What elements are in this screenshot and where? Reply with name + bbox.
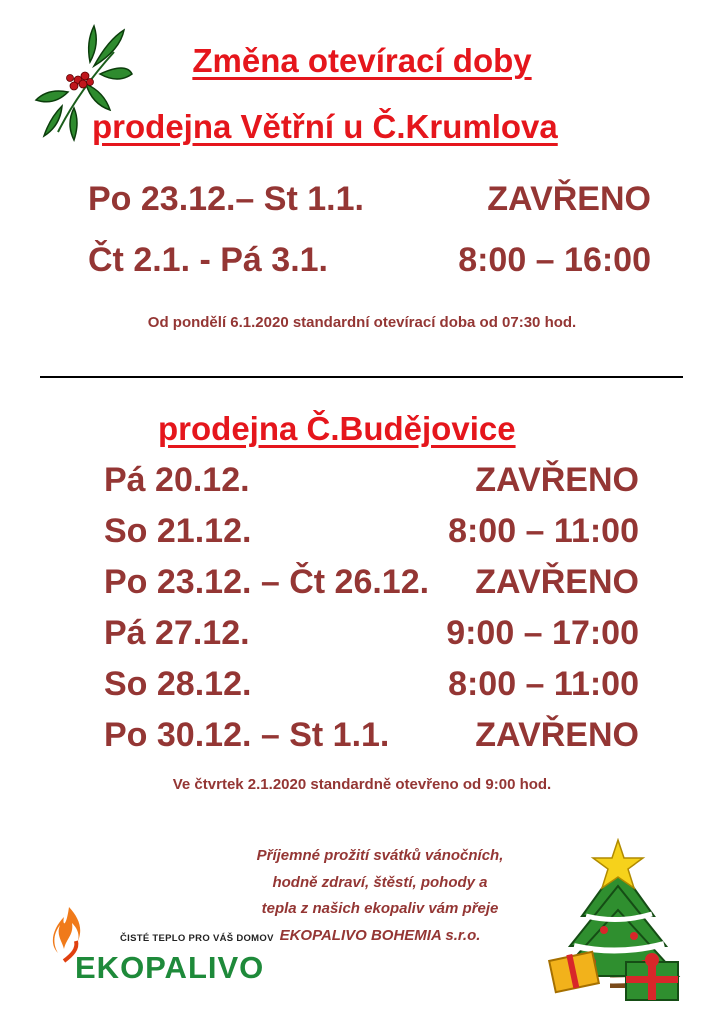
logo-tagline: ČISTÉ TEPLO PRO VÁŠ DOMOV bbox=[120, 933, 274, 944]
store2-row-days: So 21.12. bbox=[104, 512, 252, 550]
logo-wordmark: EKOPALIVO bbox=[75, 950, 265, 985]
store2-row-hours: 8:00 – 11:00 bbox=[448, 512, 639, 550]
greeting-line: EKOPALIVO BOHEMIA s.r.o. bbox=[279, 926, 481, 944]
store2-row-days: Pá 20.12. bbox=[104, 461, 250, 499]
greeting-line: tepla z našich ekopaliv vám přeje bbox=[261, 900, 499, 917]
divider bbox=[40, 376, 683, 378]
store1-heading: prodejna Větřní u Č.Krumlova bbox=[92, 108, 558, 145]
store1-row-hours: 8:00 – 16:00 bbox=[458, 241, 651, 279]
store1-row-hours: ZAVŘENO bbox=[487, 180, 651, 218]
christmas-tree-icon bbox=[548, 838, 688, 1003]
greeting-line: Příjemné prožití svátků vánočních, bbox=[256, 847, 504, 864]
store1-row-days: Po 23.12.– St 1.1. bbox=[88, 180, 364, 218]
store2-row-hours: ZAVŘENO bbox=[475, 461, 639, 499]
page-title: Změna otevírací doby bbox=[192, 42, 532, 79]
store2-row-days: Po 30.12. – St 1.1. bbox=[104, 716, 390, 754]
greeting-line: hodně zdraví, štěstí, pohody a bbox=[272, 873, 488, 891]
store2-heading: prodejna Č.Budějovice bbox=[158, 410, 516, 447]
store2-row-hours: 9:00 – 17:00 bbox=[446, 614, 639, 652]
store1-row-days: Čt 2.1. - Pá 3.1. bbox=[88, 241, 328, 279]
store2-row-days: So 28.12. bbox=[104, 665, 252, 703]
store2-row-days: Pá 27.12. bbox=[104, 614, 250, 652]
store2-row-hours: 8:00 – 11:00 bbox=[448, 665, 639, 703]
store2-note: Ve čtvrtek 2.1.2020 standardně otevřeno od 9:00 hod. bbox=[172, 776, 552, 793]
store1-note: Od pondělí 6.1.2020 standardní otevírací doba od 07:30 hod. bbox=[147, 314, 577, 331]
store2-row-hours: ZAVŘENO bbox=[475, 716, 639, 754]
store2-row-days: Po 23.12. – Čt 26.12. bbox=[104, 563, 430, 601]
store2-row-hours: ZAVŘENO bbox=[475, 563, 639, 601]
